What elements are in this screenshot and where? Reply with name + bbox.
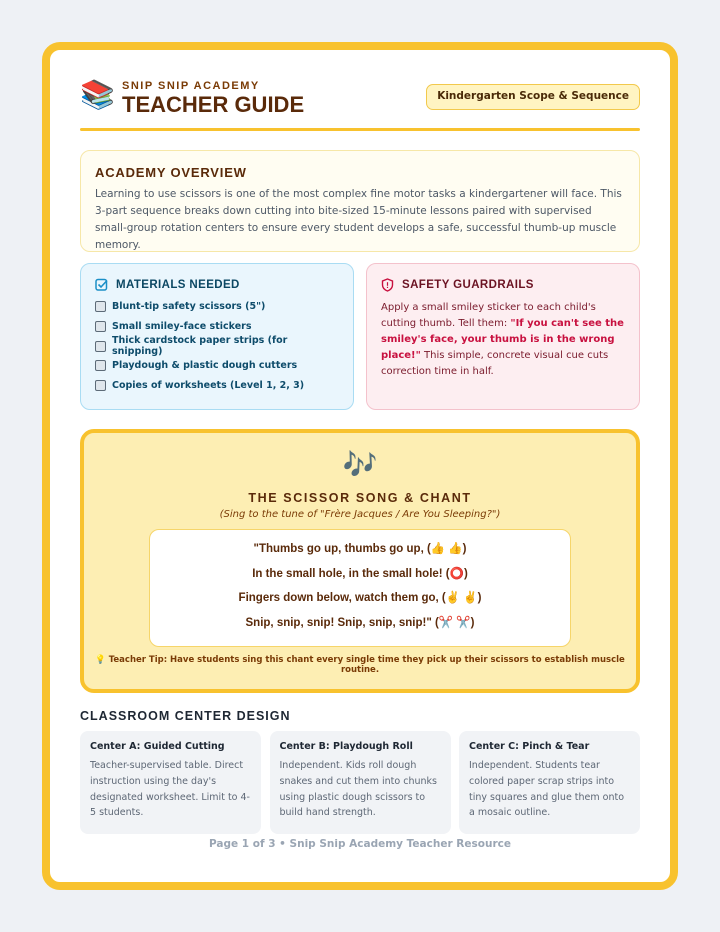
list-item: Playdough & plastic dough cutters (95, 356, 339, 376)
checkbox-icon (95, 278, 108, 291)
music-notes-icon: 🎶 (342, 448, 378, 481)
info-boxes (80, 263, 640, 410)
overview-text: Learning to use scissors is one of the most complex fine motor tasks a kindergartener will face. This 3-part sequence breaks down cutting into bite-sized 15-minute lessons paired with supervised small-group rotation centers to ensure every student develops a safe, successful thumb-up muscle memory. (95, 188, 622, 251)
center-card (80, 731, 261, 834)
teacher-tip: 💡 Teacher Tip: Have students sing this chant every single time they pick up their scissors to establish muscle routine. (95, 655, 625, 675)
overview-heading: ACADEMY OVERVIEW (95, 165, 247, 180)
center-description: Teacher-supervised table. Direct instruction using the day's designated worksheet. Limit to 4-5 students. (90, 760, 250, 819)
list-item: Blunt-tip safety scissors (5") (95, 297, 339, 317)
safety-header (381, 278, 625, 292)
lyric-line: In the small hole, in the small hole! (⭕) (252, 567, 468, 580)
center-name: Center A: Guided Cutting (90, 741, 225, 752)
center-card (459, 731, 640, 834)
centers-list (80, 731, 640, 834)
checkbox[interactable] (95, 360, 106, 371)
books-icon: 📚 (80, 78, 115, 111)
safety-text: Apply a small smiley sticker to each child's cutting thumb. Tell them: "If you can't see the smiley's face, your thumb is in the wrong place!" This simple, concrete visual cue cuts correction time in half. (381, 302, 624, 377)
center-name: Center C: Pinch & Tear (469, 741, 590, 752)
song-section (80, 429, 640, 693)
header (80, 78, 640, 124)
lyric-line: Snip, snip, snip! Snip, snip, snip!" (✂️ ✂️) (245, 616, 475, 629)
materials-header (95, 278, 339, 291)
shield-icon (381, 278, 394, 292)
page-title: TEACHER GUIDE (122, 92, 305, 117)
song-subtitle: (Sing to the tune of "Frère Jacques / Are You Sleeping?") (219, 509, 501, 520)
list-item: Small smiley-face stickers (95, 317, 339, 337)
scope-badge: Kindergarten Scope & Sequence (426, 84, 640, 110)
center-description: Independent. Students tear colored paper scrap strips into tiny squares and glue them onto a mosaic outline. (469, 760, 625, 819)
checkbox[interactable] (95, 321, 106, 332)
materials-list (95, 297, 339, 395)
centers-heading: CLASSROOM CENTER DESIGN (80, 709, 291, 723)
center-card (270, 731, 451, 834)
checkbox[interactable] (95, 380, 106, 391)
safety-heading: SAFETY GUARDRAILS (402, 279, 534, 291)
checkbox[interactable] (95, 341, 106, 352)
list-item: Thick cardstock paper strips (for snipping) (95, 336, 339, 356)
overview-section (80, 150, 640, 252)
lyric-line: "Thumbs go up, thumbs go up, (👍 👍) (253, 543, 467, 555)
center-description: Independent. Kids roll dough snakes and cut them into chunks using plastic dough scissors to build hand strength. (279, 760, 437, 819)
page-footer: Page 1 of 3 • Snip Snip Academy Teacher Resource (209, 838, 511, 850)
song-title: THE SCISSOR SONG & CHANT (248, 491, 472, 505)
materials-heading: MATERIALS NEEDED (116, 278, 240, 291)
center-name: Center B: Playdough Roll (279, 741, 413, 752)
academy-name: SNIP SNIP ACADEMY (122, 80, 260, 92)
safety-rhyme: "If you can't see the smiley's face, your thumb is in the wrong place!" (381, 318, 624, 361)
materials-box (80, 263, 354, 410)
lyrics-card (149, 529, 571, 647)
list-item: Copies of worksheets (Level 1, 2, 3) (95, 376, 339, 396)
safety-box (366, 263, 640, 410)
teacher-guide-page (42, 42, 678, 890)
lyric-line: Fingers down below, watch them go, (✌️ ✌️) (238, 592, 482, 604)
checkbox[interactable] (95, 301, 106, 312)
header-divider (80, 128, 640, 131)
